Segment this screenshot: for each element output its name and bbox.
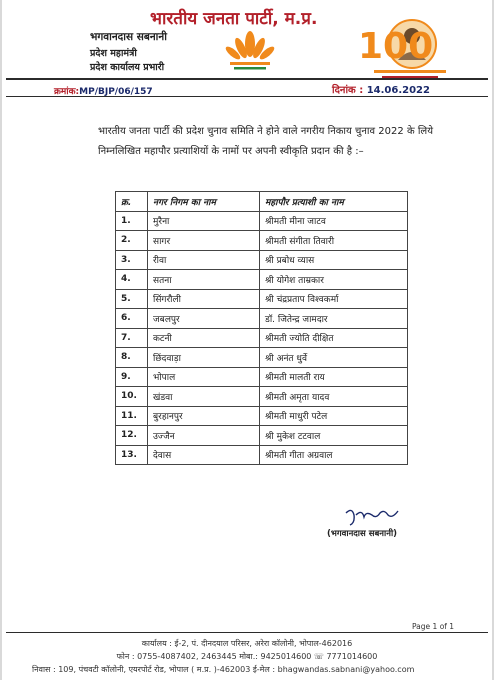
row-serial: 8. (116, 348, 148, 368)
row-serial: 7. (116, 328, 148, 348)
row-candidate: श्रीमती ज्योति दीक्षित (260, 328, 408, 348)
page-number: Page 1 of 1 (412, 622, 455, 631)
table-row (116, 445, 408, 465)
row-city: सतना (148, 270, 260, 290)
row-candidate: श्रीमती माधुरी पटेल (260, 406, 408, 426)
table-header-row (116, 192, 408, 212)
row-city: उज्जैन (148, 426, 260, 446)
table-row (116, 231, 408, 251)
row-city: मुरैना (148, 211, 260, 231)
table-row (116, 348, 408, 368)
table-row (116, 328, 408, 348)
signatory-name: (भगवानदास सबनानी) (327, 529, 398, 539)
row-serial: 1. (116, 211, 148, 231)
header-candidate: महापौर प्रत्याशी का नाम (260, 192, 408, 212)
row-candidate: श्री अनंत धुर्वे (260, 348, 408, 368)
badge-number: 100 (358, 26, 434, 67)
signature-image (342, 505, 402, 527)
row-city: कटनी (148, 328, 260, 348)
table-row (116, 387, 408, 407)
row-city: सागर (148, 231, 260, 251)
sender-name: भगवानदास सबनानी (90, 31, 167, 43)
letter-page (2, 0, 492, 680)
footer-divider (6, 632, 488, 633)
sender-designation-2: प्रदेश कार्यालय प्रभारी (90, 62, 165, 73)
date-label: दिनांक : (332, 85, 364, 96)
row-serial: 2. (116, 231, 148, 251)
table-row (116, 250, 408, 270)
row-candidate: श्रीमती अमृता यादव (260, 387, 408, 407)
anniversary-badge (354, 14, 452, 84)
row-serial: 9. (116, 367, 148, 387)
row-city: सिंगरौली (148, 289, 260, 309)
row-candidate: श्रीमती मीना जाटव (260, 211, 408, 231)
row-candidate: श्रीमती गीता अग्रवाल (260, 445, 408, 465)
footer-residence-address: निवास : 109, पंचवटी कॉलोनी, एयरपोर्ट रोड, भोपाल ( म.प्र. )-462003 ई-मेल : bhagwandas.sabnani@yahoo.com (32, 665, 415, 674)
row-city: रीवा (148, 250, 260, 270)
ref-divider (6, 96, 488, 97)
table-row (116, 367, 408, 387)
row-city: छिंदवाड़ा (148, 348, 260, 368)
date-value: 14.06.2022 (366, 85, 430, 96)
letter-date (332, 82, 430, 96)
row-serial: 5. (116, 289, 148, 309)
row-serial: 11. (116, 406, 148, 426)
row-serial: 6. (116, 309, 148, 329)
table-row (116, 270, 408, 290)
row-city: देवास (148, 445, 260, 465)
table-row (116, 309, 408, 329)
table-body (116, 211, 408, 465)
row-serial: 4. (116, 270, 148, 290)
table-row (116, 426, 408, 446)
row-serial: 10. (116, 387, 148, 407)
reference-label: क्रमांक: (54, 87, 80, 97)
row-candidate: श्री प्रबोध व्यास (260, 250, 408, 270)
row-candidate: श्री चंद्रप्रताप विश्वकर्मा (260, 289, 408, 309)
row-candidate: श्रीमती संगीता तिवारी (260, 231, 408, 251)
footer-office-address: कार्यालय : ई-2, पं. दीनदयाल परिसर, अरेरा कॉलोनी, भोपाल-462016 (141, 639, 353, 648)
row-city: बुरहानपुर (148, 406, 260, 426)
header-divider (6, 78, 488, 80)
row-serial: 12. (116, 426, 148, 446)
row-city: खंडवा (148, 387, 260, 407)
row-city: भोपाल (148, 367, 260, 387)
sender-designation-1: प्रदेश महामंत्री (90, 48, 137, 59)
row-candidate: डॉ. जितेन्द्र जामदार (260, 309, 408, 329)
candidates-table (115, 191, 408, 465)
lotus-logo (222, 30, 278, 74)
row-candidate: श्री मुकेश टटवाल (260, 426, 408, 446)
row-candidate: श्रीमती मालती राय (260, 367, 408, 387)
reference-value: MP/BJP/06/157 (79, 87, 153, 97)
row-serial: 3. (116, 250, 148, 270)
row-city: जबलपुर (148, 309, 260, 329)
row-candidate: श्री योगेश ताम्रकार (260, 270, 408, 290)
body-paragraph: भारतीय जनता पार्टी की प्रदेश चुनाव समिति ने होने वाले नगरीय निकाय चुनाव 2022 के लिये निम्नलिखित महापौर प्रत्याशियों के नामों पर अपनी स्वीकृति प्रदान की है :– (98, 126, 433, 157)
header-city: नगर निगम का नाम (148, 192, 260, 212)
org-title: भारतीय जनता पार्टी, म.प्र. (150, 9, 318, 29)
header-serial: क्र. (116, 192, 148, 212)
table-row (116, 289, 408, 309)
footer-phone: फोन : 0755-4087402, 2463445 मोबा.: 9425014600 ☏ 7771014600 (116, 652, 378, 661)
table-row (116, 211, 408, 231)
row-serial: 13. (116, 445, 148, 465)
table-row (116, 406, 408, 426)
